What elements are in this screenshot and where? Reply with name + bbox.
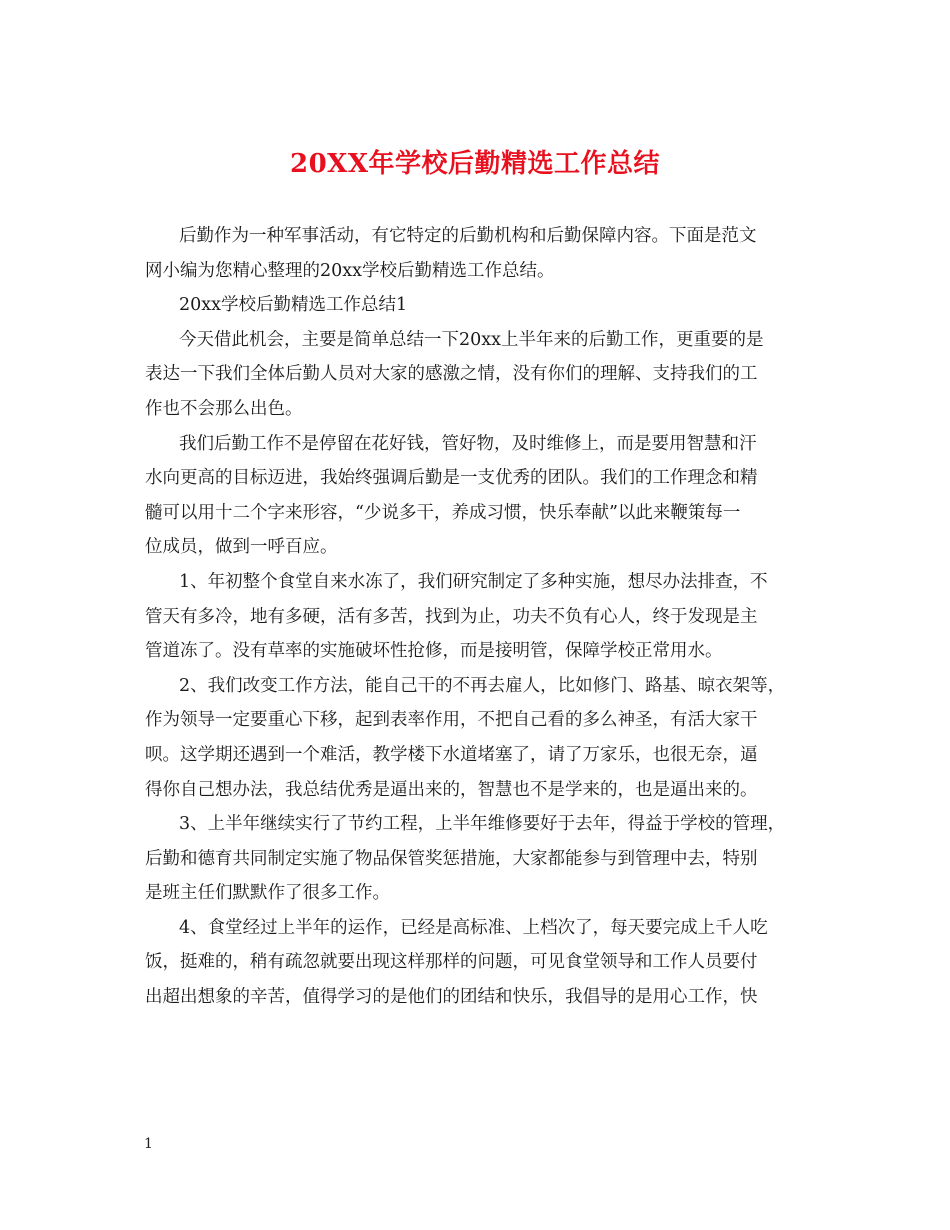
text-line: 今天借此机会，主要是简单总结一下20xx上半年来的后勤工作，更重要的是	[179, 329, 764, 350]
text-line: 水向更高的目标迈进，我始终强调后勤是一支优秀的团队。我们的工作理念和精	[145, 468, 758, 489]
text-line: 髓可以用十二个字来形容，“少说多干，养成习惯，快乐奉献”以此来鞭策每一	[145, 502, 741, 523]
text-line: 作也不会那么出色。	[145, 398, 303, 419]
text-line: 管天有多冷，地有多硬，活有多苦，找到为止，功夫不负有心人，终于发现是主	[145, 606, 758, 627]
text-line: 3、上半年继续实行了节约工程，上半年维修要好于去年，得益于学校的管理，	[179, 814, 786, 835]
text-line: 作为领导一定要重心下移，起到表率作用，不把自己看的多么神圣，有活大家干	[145, 710, 758, 731]
text-line: 是班主任们默默作了很多工作。	[145, 883, 390, 904]
document-title: 20XX年学校后勤精选工作总结	[289, 149, 661, 179]
text-line: 20xx学校后勤精选工作总结1	[179, 295, 408, 316]
text-line: 2、我们改变工作方法，能自己干的不再去雇人，比如修门、路基、晾衣架等，	[179, 675, 786, 696]
text-line: 位成员，做到一呼百应。	[145, 537, 338, 558]
text-line: 后勤作为一种军事活动，有它特定的后勤机构和后勤保障内容。下面是范文	[179, 226, 757, 246]
page-number: 1	[144, 1136, 153, 1152]
document-body	[145, 219, 813, 1015]
text-line: 出超出想象的辛苦，值得学习的是他们的团结和快乐，我倡导的是用心工作，快	[145, 987, 758, 1008]
text-line: 4、食堂经过上半年的运作，已经是高标准、上档次了，每天要完成上千人吃	[179, 917, 768, 938]
text-line: 表达一下我们全体后勤人员对大家的感激之情，没有你们的理解、支持我们的工	[145, 364, 758, 385]
text-line: 1、年初整个食堂自来水冻了，我们研究制定了多种实施，想尽办法排查，不	[179, 571, 768, 592]
text-line: 管道冻了。没有草率的实施破坏性抢修，而是接明管，保障学校正常用水。	[145, 641, 723, 662]
text-line: 网小编为您精心整理的20xx学校后勤精选工作总结。	[145, 260, 555, 281]
text-line: 我们后勤工作不是停留在花好钱，管好物，及时维修上，而是要用智慧和汗	[179, 433, 757, 454]
text-line: 得你自己想办法，我总结优秀是逼出来的，智慧也不是学来的，也是逼出来的。	[145, 779, 758, 800]
text-line: 呗。这学期还遇到一个难活，教学楼下水道堵塞了，请了万家乐，也很无奈，逼	[145, 744, 758, 765]
text-line: 后勤和德育共同制定实施了物品保管奖惩措施，大家都能参与到管理中去，特别	[145, 848, 758, 869]
text-line: 饭，挺难的，稍有疏忽就要出现这样那样的问题，可见食堂领导和工作人员要付	[145, 952, 758, 973]
